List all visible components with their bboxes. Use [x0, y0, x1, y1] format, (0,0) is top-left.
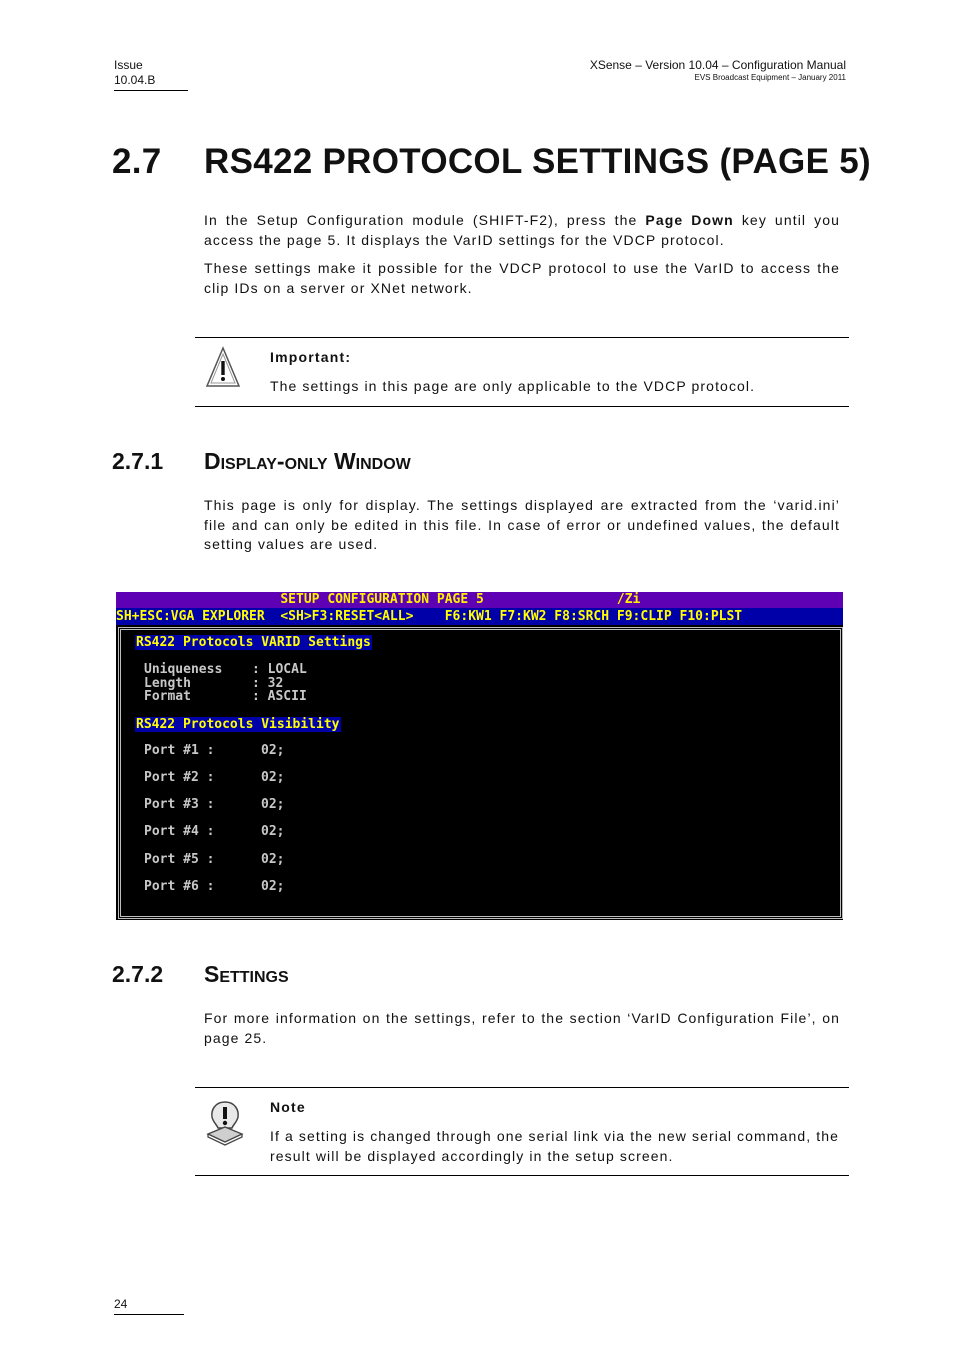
- setting-value-format: : ASCII: [252, 689, 307, 704]
- port-value-4: 02;: [261, 824, 285, 839]
- note-title: Note: [270, 1099, 306, 1115]
- subsection-title-1: Display-only Window: [204, 448, 411, 474]
- port-value-3: 02;: [261, 797, 285, 812]
- setting-label-uniqueness: Uniqueness: [144, 662, 223, 677]
- section-heading: [112, 142, 871, 182]
- terminal-function-bar: SH+ESC:VGA EXPLORER <SH>F3:RESET<ALL> F6:KW1 F7:KW2 F8:SRCH F9:CLIP F10:PLST: [116, 608, 843, 625]
- page-number: 24: [114, 1297, 184, 1315]
- important-title: Important:: [270, 349, 352, 365]
- visibility-header: RS422 Protocols Visibility: [136, 717, 340, 732]
- manual-header: [590, 58, 846, 83]
- subsection-heading-2: [112, 961, 289, 988]
- issue-block: [114, 58, 188, 91]
- page-down-key: Page Down: [645, 212, 734, 228]
- intro-text-a: In the Setup Configuration module (SHIFT-F2), press the: [204, 212, 646, 228]
- display-only-paragraph: This page is only for display. The settings displayed are extracted from the ‘varid.ini’ file and can only be edited in this file. In case of error or undefined values, the default setting values are used.: [204, 497, 840, 552]
- intro-paragraph-1: [204, 211, 840, 250]
- issue-number: 10.04.B: [114, 73, 156, 87]
- setting-value-length: : 32: [252, 676, 284, 691]
- subsection-number-1: 2.7.1: [112, 448, 164, 474]
- important-text: The settings in this page are only applicable to the VDCP protocol.: [270, 378, 756, 394]
- terminal-frame: [118, 627, 843, 919]
- note-text: If a setting is changed through one serial link via the new serial command, the result will be displayed accordingly in the setup screen.: [270, 1128, 839, 1164]
- settings-paragraph: For more information on the settings, refer to the section ‘VarID Configuration File’, on page 25.: [204, 1010, 840, 1046]
- note-callout: [195, 1087, 849, 1176]
- subsection-heading-1: [112, 448, 411, 475]
- issue-label: Issue: [114, 58, 143, 72]
- section-number: 2.7: [112, 142, 162, 181]
- port-value-5: 02;: [261, 852, 285, 867]
- setting-value-uniqueness: : LOCAL: [252, 662, 307, 677]
- intro-paragraph-2: These settings make it possible for the VDCP protocol to use the VarID to access the clip IDs on a server or XNet network.: [204, 260, 840, 296]
- port-label-1: Port #1 :: [144, 743, 215, 758]
- publisher-line: EVS Broadcast Equipment – January 2011: [694, 73, 846, 82]
- port-label-4: Port #4 :: [144, 824, 215, 839]
- port-label-6: Port #6 :: [144, 879, 215, 894]
- manual-title: XSense – Version 10.04 – Configuration Manual: [589, 58, 846, 72]
- warning-icon: [205, 346, 241, 395]
- port-label-2: Port #2 :: [144, 770, 215, 785]
- note-icon: [205, 1100, 245, 1151]
- varid-settings-header: RS422 Protocols VARID Settings: [136, 635, 371, 650]
- subsection-number-2: 2.7.2: [112, 961, 164, 987]
- port-value-6: 02;: [261, 879, 285, 894]
- setting-label-length: Length: [144, 676, 223, 691]
- setup-screen-screenshot: [116, 592, 843, 920]
- intro-text-b: key until you access the page 5. It displays the VarID settings for the VDCP protocol.: [204, 212, 840, 248]
- important-callout: [195, 337, 849, 407]
- port-label-5: Port #5 :: [144, 852, 215, 867]
- terminal-title-bar: SETUP CONFIGURATION PAGE 5 /Zi: [116, 592, 843, 608]
- port-label-3: Port #3 :: [144, 797, 215, 812]
- port-value-2: 02;: [261, 770, 285, 785]
- subsection-title-2: Settings: [204, 961, 289, 987]
- setting-label-format: Format: [144, 689, 223, 704]
- section-title: RS422 PROTOCOL SETTINGS (PAGE 5): [204, 142, 871, 181]
- port-value-1: 02;: [261, 743, 285, 758]
